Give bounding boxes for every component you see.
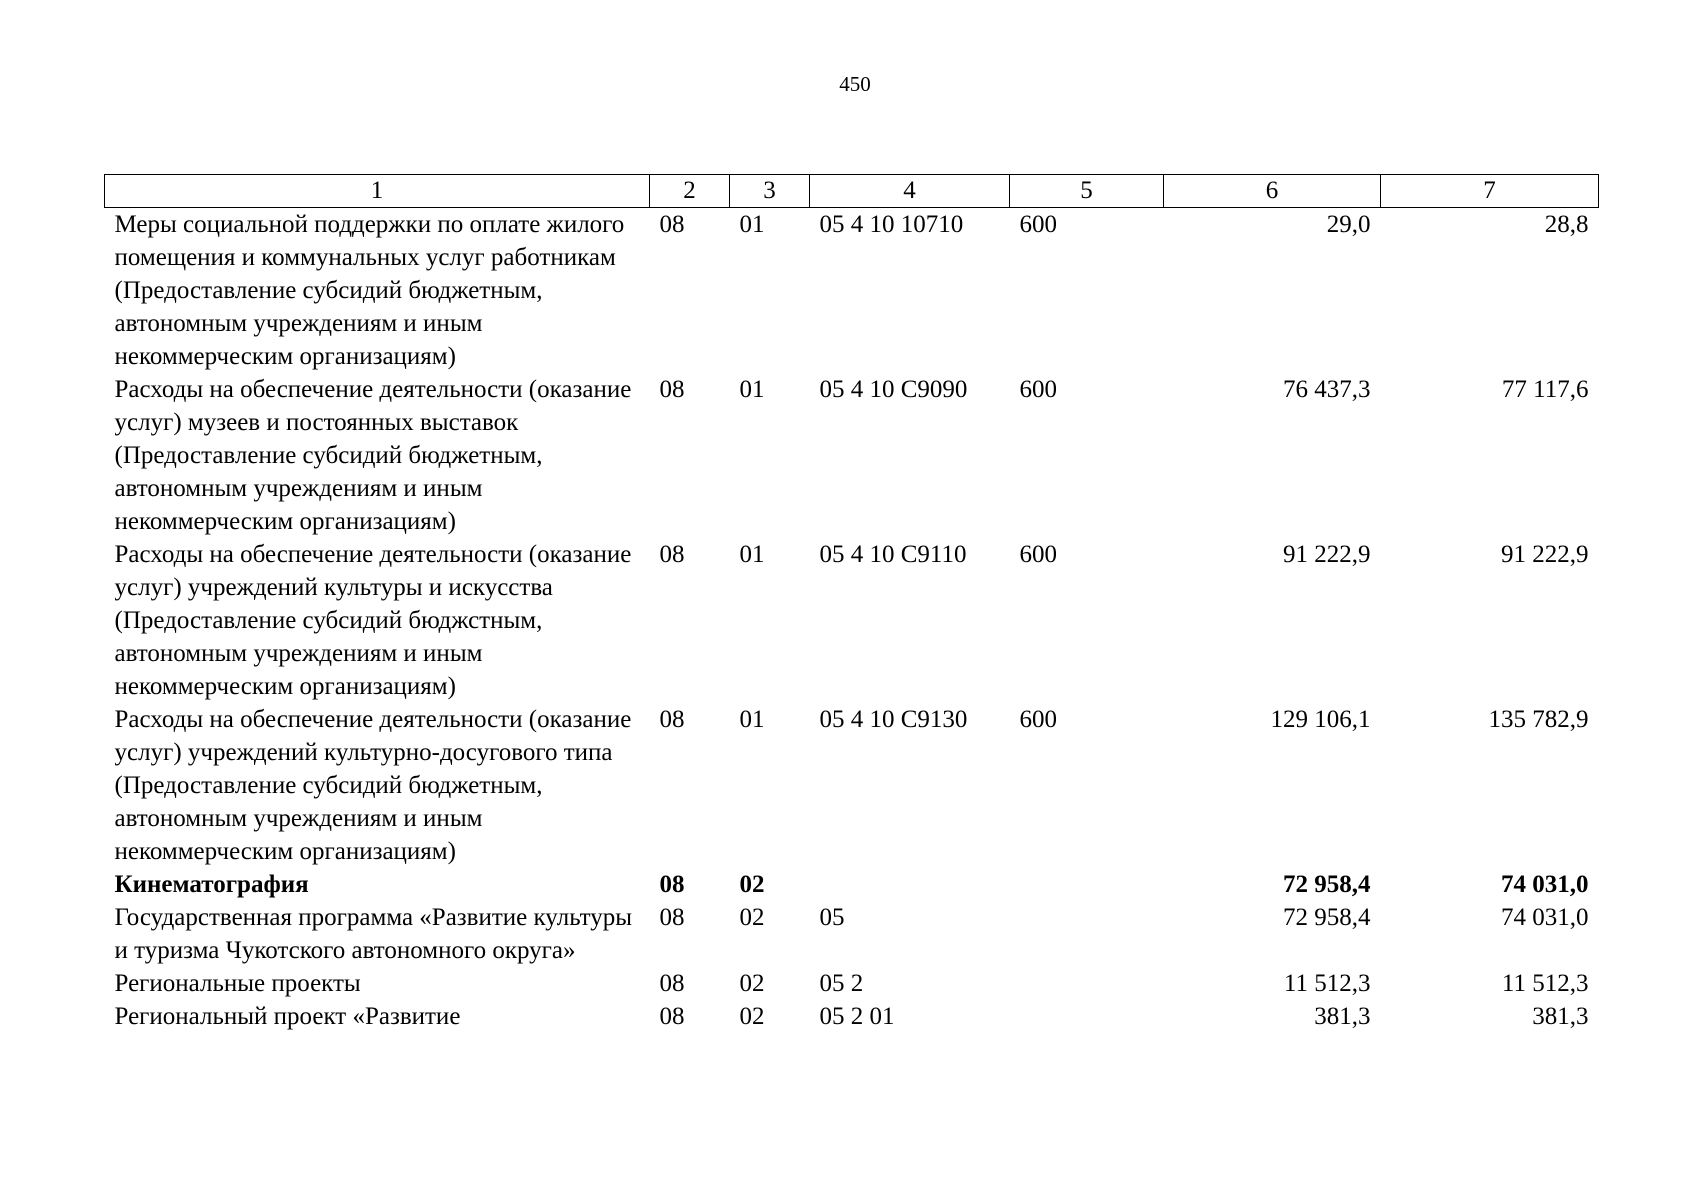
row-name: Региональный проект «Развитие [114,1003,461,1030]
row-sum-1: 29,0 [1326,211,1371,238]
row-sum-2: 135 782,9 [1488,706,1589,733]
row-sum-2: 74 031,0 [1501,871,1589,898]
row-rz: 08 [659,706,685,733]
table-row [105,703,1599,868]
row-pr: 01 [739,376,765,403]
row-name: Меры социальной поддержки по оплате жилого помещения и коммунальных услуг работникам (Предоставление субсидий бюджетным, автономным учреждениям и иным некоммерческим организациям) [114,211,625,370]
row-pr: 02 [739,871,765,898]
row-sum-1: 76 437,3 [1283,376,1371,403]
page-number: 450 [839,72,871,96]
row-rz: 08 [659,970,685,997]
row-vr: 600 [1019,706,1057,733]
header-row [105,175,1599,208]
table-row [105,208,1599,374]
row-csr: 05 4 10 С9130 [819,706,968,733]
row-pr: 01 [739,541,765,568]
row-sum-1: 381,3 [1314,1003,1371,1030]
table-row [105,967,1599,1000]
row-vr [1010,1000,1164,1033]
row-name: Расходы на обеспечение деятельности (оказание услуг) учреждений культуры и искусства (Предоставление субсидий бюджстным, автономным учреждениям и иным некоммерческим организациям) [114,541,632,700]
row-rz: 08 [659,211,685,238]
table-row-section [105,868,1599,901]
table-body [105,208,1599,1034]
table-row [105,373,1599,538]
column-header-6: 6 [1164,175,1381,208]
row-csr: 05 4 10 10710 [819,211,964,238]
column-header-5: 5 [1010,175,1164,208]
row-csr [810,868,1010,901]
row-sum-2: 11 512,3 [1501,970,1589,997]
table-row [105,538,1599,703]
row-vr: 600 [1019,211,1057,238]
row-name: Расходы на обеспечение деятельности (оказание услуг) учреждений культурно-досугового типа (Предоставление субсидий бюджетным, автономным учреждениям и иным некоммерческим организациям) [114,706,632,865]
row-sum-1: 72 958,4 [1283,871,1371,898]
row-csr: 05 2 [819,970,864,997]
row-name: Кинематография [114,871,309,898]
row-rz: 08 [659,541,685,568]
column-header-1: 1 [105,175,650,208]
row-sum-1: 129 106,1 [1270,706,1371,733]
row-pr: 02 [739,1003,765,1030]
row-vr: 600 [1019,541,1057,568]
row-sum-2: 381,3 [1532,1003,1589,1030]
row-sum-2: 28,8 [1544,211,1589,238]
table-row [105,1000,1599,1033]
row-sum-2: 74 031,0 [1501,904,1589,931]
row-vr [1010,967,1164,1000]
row-csr: 05 [819,904,845,931]
row-sum-1: 91 222,9 [1283,541,1371,568]
row-rz: 08 [659,871,685,898]
row-vr [1010,868,1164,901]
budget-table [104,174,1599,1033]
row-pr: 01 [739,211,765,238]
row-name: Государственная программа «Развитие культуры и туризма Чукотского автономного округа» [114,904,633,964]
row-pr: 01 [739,706,765,733]
table-header [105,175,1599,208]
row-sum-2: 91 222,9 [1501,541,1589,568]
row-name: Расходы на обеспечение деятельности (оказание услуг) музеев и постоянных выставок (Предоставление субсидий бюджетным, автономным учреждениям и иным некоммерческим организациям) [114,376,632,535]
row-csr: 05 4 10 С9090 [819,376,968,403]
row-sum-1: 11 512,3 [1283,970,1371,997]
column-header-4: 4 [810,175,1010,208]
column-header-3: 3 [730,175,810,208]
table-row [105,901,1599,967]
row-rz: 08 [659,904,685,931]
column-header-2: 2 [650,175,730,208]
column-header-7: 7 [1381,175,1599,208]
row-pr: 02 [739,904,765,931]
row-vr: 600 [1019,376,1057,403]
row-rz: 08 [659,1003,685,1030]
row-csr: 05 2 01 [819,1003,895,1030]
row-sum-2: 77 117,6 [1501,376,1589,403]
row-rz: 08 [659,376,685,403]
row-vr [1010,901,1164,967]
row-sum-1: 72 958,4 [1283,904,1371,931]
row-pr: 02 [739,970,765,997]
row-csr: 05 4 10 С9110 [819,541,967,568]
row-name: Региональные проекты [114,970,361,997]
